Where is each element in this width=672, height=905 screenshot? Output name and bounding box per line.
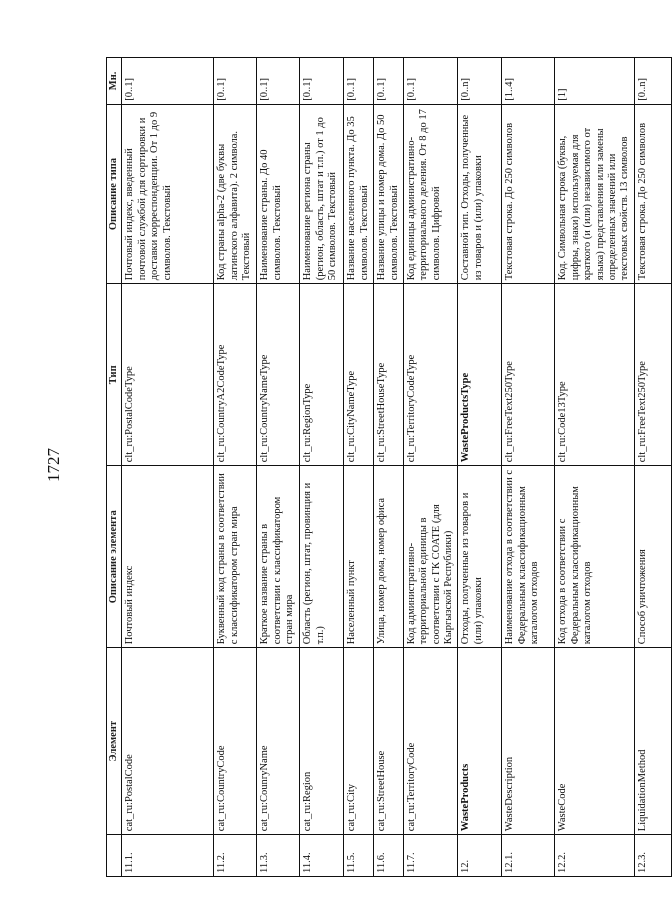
row-num: 12. bbox=[458, 835, 502, 877]
row-element-desc: Населенный пункт bbox=[344, 466, 374, 648]
row-element: WasteProducts bbox=[458, 648, 502, 835]
row-type: clt_ru:FreeText250Type bbox=[502, 284, 555, 466]
row-element: cat_ru:Region bbox=[300, 648, 344, 835]
row-num: 11.3. bbox=[257, 835, 300, 877]
row-type: clt_ru:CountryNameType bbox=[257, 284, 300, 466]
row-type-desc: Код страны alpha-2 (две буквы латинского алфавита). 2 символа. Текстовый bbox=[214, 104, 257, 284]
row-mult: [1] bbox=[555, 58, 635, 105]
row-element: WasteDescription bbox=[502, 648, 555, 835]
row-type: clt_ru:PostalCodeType bbox=[122, 284, 214, 466]
row-element-desc: Почтовый индекс bbox=[122, 466, 214, 648]
row-num: 11.7. bbox=[403, 835, 458, 877]
table-row bbox=[257, 58, 300, 877]
row-element: cat_ru:StreetHouse bbox=[374, 648, 404, 835]
row-type-desc: Код. Символьная строка (буквы, цифры, знаки) используемая для краткого (и (или) независимого от языка) представления или замены определенных значений или текстовых свойств. 13 символов bbox=[555, 104, 635, 284]
row-type: clt_ru:TerritoryCodeType bbox=[403, 284, 458, 466]
row-type: clt_ru:CityNameType bbox=[344, 284, 374, 466]
table-row bbox=[502, 58, 555, 877]
table-row bbox=[555, 58, 635, 877]
row-mult: [1..4] bbox=[502, 58, 555, 105]
row-element-desc: Буквенный код страны в соответствии с классификатором стран мира bbox=[214, 466, 257, 648]
row-num: 11.1. bbox=[122, 835, 214, 877]
row-element: cat_ru:TerritoryCode bbox=[403, 648, 458, 835]
data-table bbox=[106, 57, 672, 877]
row-element-desc: Область (регион, штат, провинция и т.п.) bbox=[300, 466, 344, 648]
row-num: 11.6. bbox=[374, 835, 404, 877]
row-element-desc: Наименование отхода в соответствии с Федеральным классификационным каталогом отходов bbox=[502, 466, 555, 648]
row-type: clt_ru:StreetHouseType bbox=[374, 284, 404, 466]
row-element: cat_ru:City bbox=[344, 648, 374, 835]
row-num: 11.4. bbox=[300, 835, 344, 877]
row-type-desc: Текстовая строка. До 250 символов bbox=[635, 104, 672, 284]
row-element-desc: Отходы, полученные из товаров и (или) упаковки bbox=[458, 466, 502, 648]
row-mult: [0..n] bbox=[635, 58, 672, 105]
row-element: LiquidationMethod bbox=[635, 648, 672, 835]
row-mult: [0..1] bbox=[122, 58, 214, 105]
row-type-desc: Наименование страны. До 40 символов. Текстовый bbox=[257, 104, 300, 284]
row-element-desc: Код административно-территориальной единицы в соответствии с ГК СОАТЕ (для Кыргызской Республики) bbox=[403, 466, 458, 648]
header-type-desc: Описание типа bbox=[107, 104, 122, 284]
row-num: 11.5. bbox=[344, 835, 374, 877]
row-mult: [0..1] bbox=[403, 58, 458, 105]
header-type: Тип bbox=[107, 284, 122, 466]
page-number: 1727 bbox=[44, 448, 63, 482]
row-num: 12.2. bbox=[555, 835, 635, 877]
table-row bbox=[300, 58, 344, 877]
table-row bbox=[374, 58, 404, 877]
row-num: 12.1. bbox=[502, 835, 555, 877]
row-type-desc: Составной тип. Отходы, полученные из товаров и (или) упаковки bbox=[458, 104, 502, 284]
table-container bbox=[106, 57, 649, 877]
table-row bbox=[214, 58, 257, 877]
row-num: 12.3. bbox=[635, 835, 672, 877]
row-type-desc: Название населенного пункта. До 35 символов. Текстовый bbox=[344, 104, 374, 284]
header-element-desc: Описание элемента bbox=[107, 466, 122, 648]
row-element: WasteCode bbox=[555, 648, 635, 835]
row-mult: [0..1] bbox=[344, 58, 374, 105]
row-type-desc: Наименование региона страны (регион, область, штат и т.п.) от 1 до 50 символов. Текстовый bbox=[300, 104, 344, 284]
row-type: clt_ru:CountryA2CodeType bbox=[214, 284, 257, 466]
table-row bbox=[344, 58, 374, 877]
table-row bbox=[635, 58, 672, 877]
row-mult: [0..1] bbox=[257, 58, 300, 105]
row-element-desc: Способ уничтожения bbox=[635, 466, 672, 648]
row-type-desc: Текстовая строка. До 250 символов bbox=[502, 104, 555, 284]
row-mult: [0..1] bbox=[214, 58, 257, 105]
row-mult: [0..1] bbox=[300, 58, 344, 105]
row-element: cat_ru:CountryCode bbox=[214, 648, 257, 835]
row-type: clt_ru:FreeText250Type bbox=[635, 284, 672, 466]
table-header-row bbox=[107, 58, 122, 877]
row-element-desc: Улица, номер дома, номер офиса bbox=[374, 466, 404, 648]
header-mult: Мн. bbox=[107, 58, 122, 105]
table-row bbox=[122, 58, 214, 877]
row-element-desc: Краткое название страны в соответствии с классификатором стран мира bbox=[257, 466, 300, 648]
row-type-desc: Название улицы и номер дома. До 50 символов. Текстовый bbox=[374, 104, 404, 284]
table-row bbox=[458, 58, 502, 877]
row-element: cat_ru:PostalCode bbox=[122, 648, 214, 835]
row-mult: [0..n] bbox=[458, 58, 502, 105]
header-num bbox=[107, 835, 122, 877]
row-num: 11.2. bbox=[214, 835, 257, 877]
row-element-desc: Код отхода в соответствии с Федеральным классификационным каталогом отходов bbox=[555, 466, 635, 648]
row-type: clt_ru:RegionType bbox=[300, 284, 344, 466]
row-type-desc: Код единицы административно-территориального деления. От 8 до 17 символов. Цифровой bbox=[403, 104, 458, 284]
row-element: cat_ru:CounryName bbox=[257, 648, 300, 835]
row-type-desc: Почтовый индекс, введенный почтовой службой для сортировки и доставки корреспонденции. От 1 до 9 символов. Текстовый bbox=[122, 104, 214, 284]
row-type: WasteProductsType bbox=[458, 284, 502, 466]
row-mult: [0..1] bbox=[374, 58, 404, 105]
header-element: Элемент bbox=[107, 648, 122, 835]
table-row bbox=[403, 58, 458, 877]
row-type: clt_ru:Code13Type bbox=[555, 284, 635, 466]
